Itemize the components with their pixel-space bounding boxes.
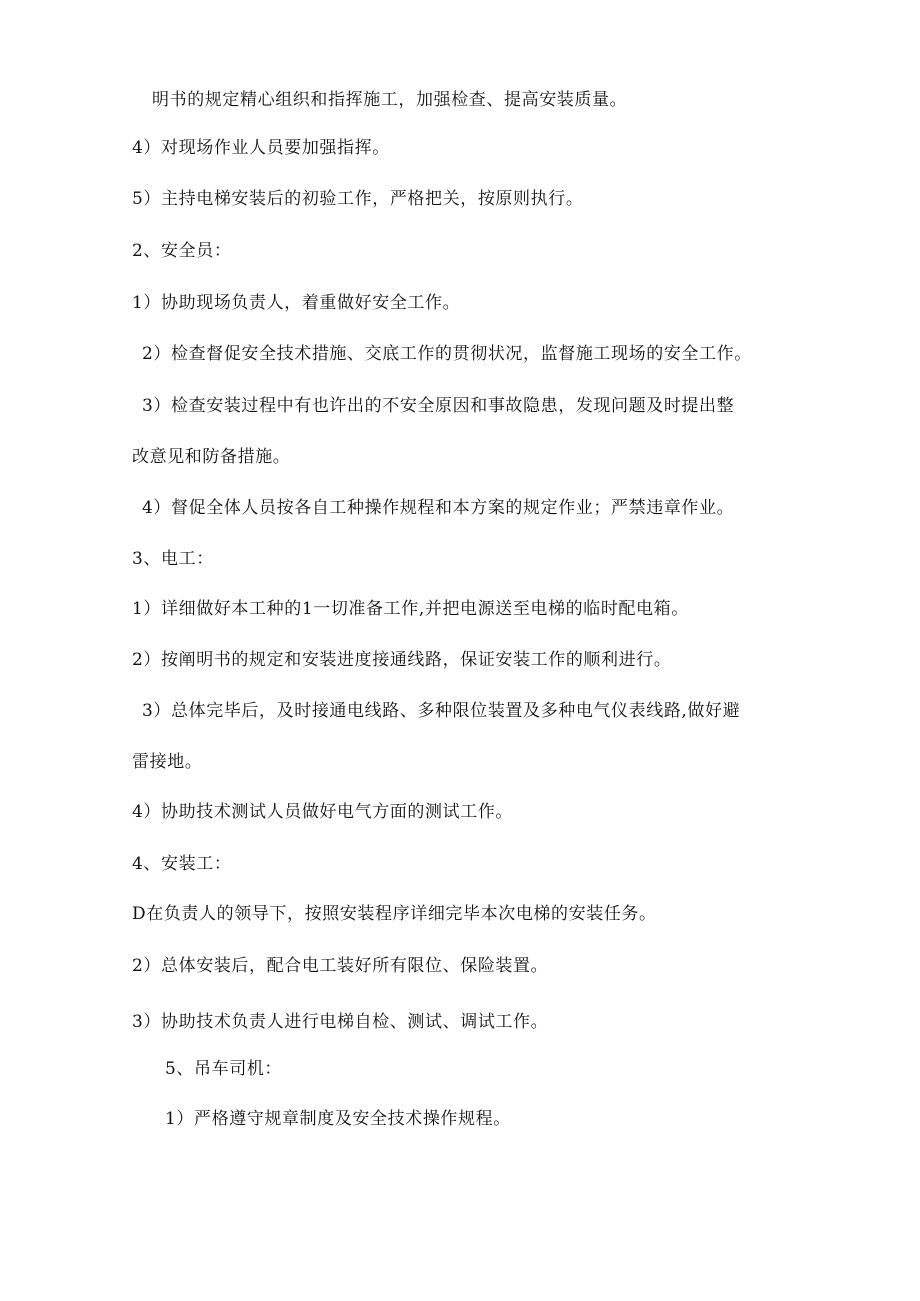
section-heading-crane-driver: 5、吊车司机： xyxy=(165,1059,283,1079)
section-heading-electrician: 3、电工： xyxy=(132,549,214,569)
text-line-11: 1）详细做好本工种的1一切准备工作,并把电源送至电梯的临时配电箱。 xyxy=(132,599,689,619)
section-heading-safety-officer: 2、安全员： xyxy=(132,241,232,261)
text-line-8: 改意见和防备措施。 xyxy=(132,447,291,467)
section-heading-installer: 4、安装工： xyxy=(132,854,232,874)
text-line-13: 3）总体完毕后，及时接通电线路、多种限位装置及多种电气仪表线路,做好避 xyxy=(142,701,741,721)
text-line-7: 3）检查安装过程中有也许出的不安全原因和事故隐患，发现问题及时提出整 xyxy=(142,396,735,416)
text-line-19: 3）协助技术负责人进行电梯自检、测试、调试工作。 xyxy=(132,1012,549,1032)
text-line-12: 2）按阐明书的规定和安装进度接通线路，保证安装工作的顺利进行。 xyxy=(132,650,672,670)
text-line-6: 2）检查督促安全技术措施、交底工作的贯彻状况，监督施工现场的安全工作。 xyxy=(142,344,752,364)
text-line-1: 明书的规定精心组织和指挥施工，加强检查、提高安装质量。 xyxy=(152,90,628,110)
text-line-14: 雷接地。 xyxy=(132,752,203,772)
text-line-18: 2）总体安装后，配合电工装好所有限位、保险装置。 xyxy=(132,956,549,976)
text-line-3: 5）主持电梯安装后的初验工作，严格把关，按原则执行。 xyxy=(132,189,584,209)
text-line-15: 4）协助技术测试人员做好电气方面的测试工作。 xyxy=(132,802,514,822)
text-line-2: 4）对现场作业人员要加强指挥。 xyxy=(132,138,390,158)
text-line-9: 4）督促全体人员按各自工种操作规程和本方案的规定作业；严禁违章作业。 xyxy=(142,498,735,518)
text-line-21: 1）严格遵守规章制度及安全技术操作规程。 xyxy=(165,1109,511,1129)
text-line-5: 1）协助现场负责人，着重做好安全工作。 xyxy=(132,293,461,313)
text-line-17: D在负责人的领导下，按照安装程序详细完毕本次电梯的安装任务。 xyxy=(132,904,657,924)
